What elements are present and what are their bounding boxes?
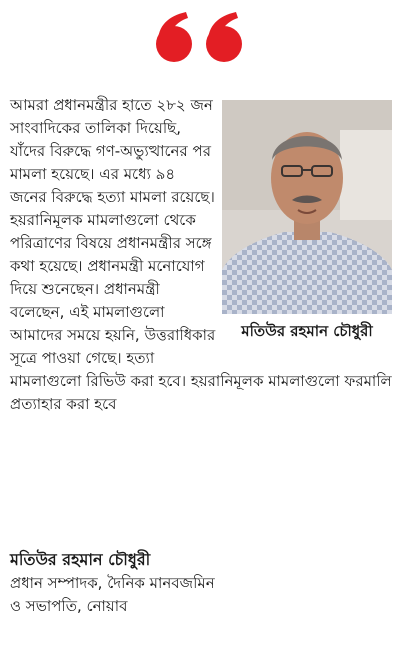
author-name: মতিউর রহমান চৌধুরী	[10, 550, 151, 569]
portrait-photo-frame	[222, 94, 392, 356]
author-role-line-1: প্রধান সম্পাদক, দৈনিক মানবজমিন	[10, 574, 215, 592]
author-role-line-2: ও সভাপতি, নোয়াব	[10, 597, 128, 615]
portrait-photo	[222, 100, 392, 314]
quote-body	[10, 94, 392, 416]
photo-caption: মতিউর রহমান চৌধুরী	[241, 322, 373, 340]
quote-text: আমরা প্রধানমন্ত্রীর হাতে ২৮২ জন সাংবাদিকের তালিকা দিয়েছি, যাঁদের বিরুদ্ধে গণ-অভ্যুত্থানের পর মামলা হয়েছে। এর মধ্যে ৯৪ জনের বিরুদ্ধে হত্যা মামলা রয়েছে। হয়রানিমূলক মামলাগুলো থেকে পরিত্রাণের বিষয়ে প্রধানমন্ত্রীর সঙ্গে কথা হয়েছে। প্রধানমন্ত্রী মনোযোগ দিয়ে শুনেছেন। প্রধানমন্ত্রী বলেছেন, এই মামলাগুলো আমাদের সময়ে হয়নি, উত্তরাধিকার সূত্রে পাওয়া গেছে। হত্যা মামলাগুলো রিভিউ করা হবে। হয়রানিমূলক মামলাগুলো ফরমালি প্রত্যাহার করা হবে	[10, 96, 392, 413]
double-quote-icon	[152, 12, 248, 64]
attribution	[10, 548, 392, 618]
